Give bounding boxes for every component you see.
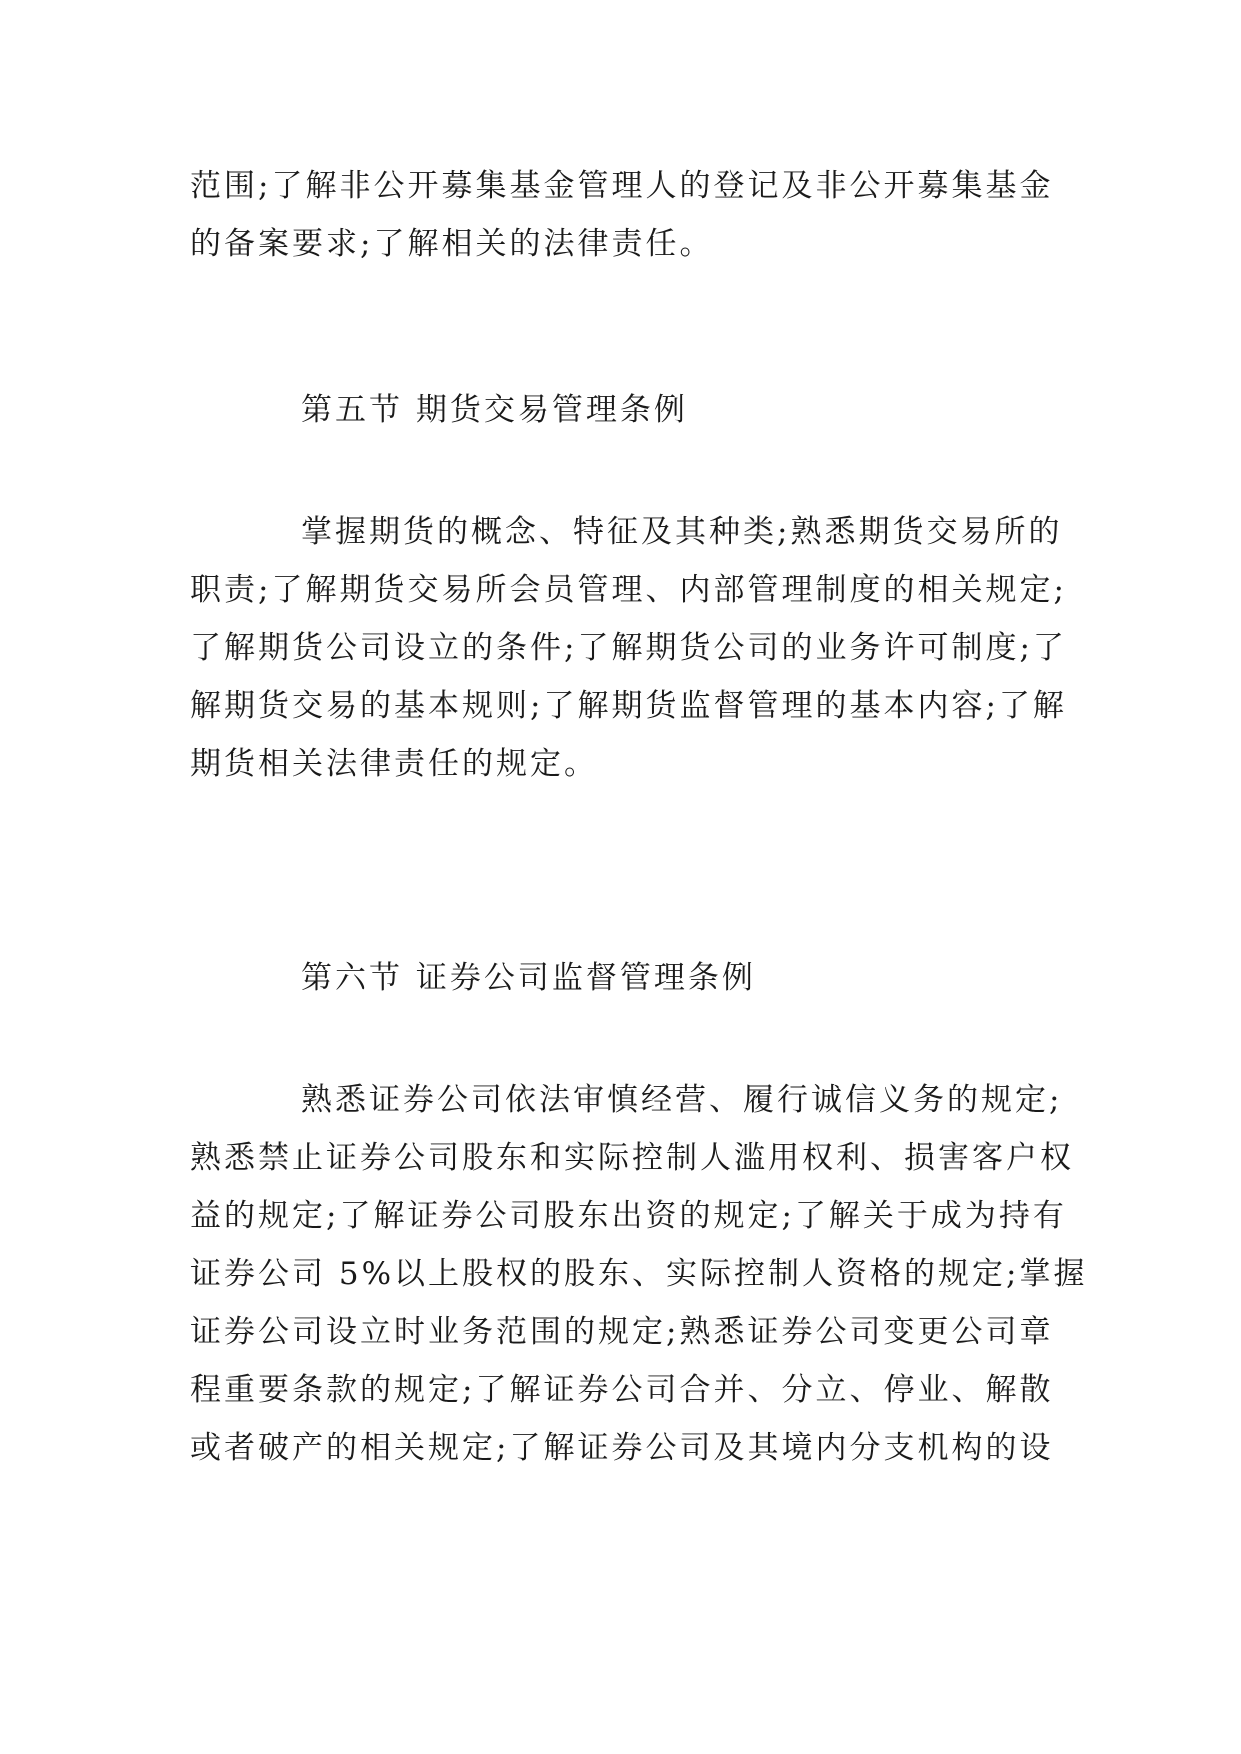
paragraph-line: 或者破产的相关规定;了解证券公司及其境内分支机构的设 bbox=[190, 1430, 1054, 1466]
section-heading-5: 第五节 期货交易管理条例 bbox=[301, 392, 688, 428]
paragraph-line: 解期货交易的基本规则;了解期货监督管理的基本内容;了解 bbox=[190, 688, 1067, 724]
paragraph-line: 职责;了解期货交易所会员管理、内部管理制度的相关规定; bbox=[190, 572, 1067, 608]
paragraph-line: 益的规定;了解证券公司股东出资的规定;了解关于成为持有 bbox=[190, 1198, 1067, 1234]
paragraph-line: 证券公司设立时业务范围的规定;熟悉证券公司变更公司章 bbox=[190, 1314, 1054, 1350]
paragraph-line: 掌握期货的概念、特征及其种类;熟悉期货交易所的 bbox=[301, 514, 1063, 550]
paragraph-line: 期货相关法律责任的规定。 bbox=[190, 746, 598, 782]
section-6-paragraph bbox=[190, 1071, 1088, 1477]
paragraph-line: 证券公司 5%以上股权的股东、实际控制人资格的规定;掌握 bbox=[190, 1256, 1088, 1292]
paragraph-line: 程重要条款的规定;了解证券公司合并、分立、停业、解散 bbox=[190, 1372, 1054, 1408]
continuation-paragraph bbox=[190, 157, 1070, 273]
paragraph-line: 范围;了解非公开募集基金管理人的登记及非公开募集基金 bbox=[190, 168, 1054, 204]
paragraph-line: 熟悉禁止证券公司股东和实际控制人滥用权利、损害客户权 bbox=[190, 1140, 1074, 1176]
section-heading-6: 第六节 证券公司监督管理条例 bbox=[301, 960, 756, 996]
paragraph-line: 熟悉证券公司依法审慎经营、履行诚信义务的规定; bbox=[301, 1082, 1063, 1118]
paragraph-line: 了解期货公司设立的条件;了解期货公司的业务许可制度;了 bbox=[190, 630, 1067, 666]
section-5-paragraph bbox=[190, 503, 1070, 793]
paragraph-line: 的备案要求;了解相关的法律责任。 bbox=[190, 226, 714, 262]
